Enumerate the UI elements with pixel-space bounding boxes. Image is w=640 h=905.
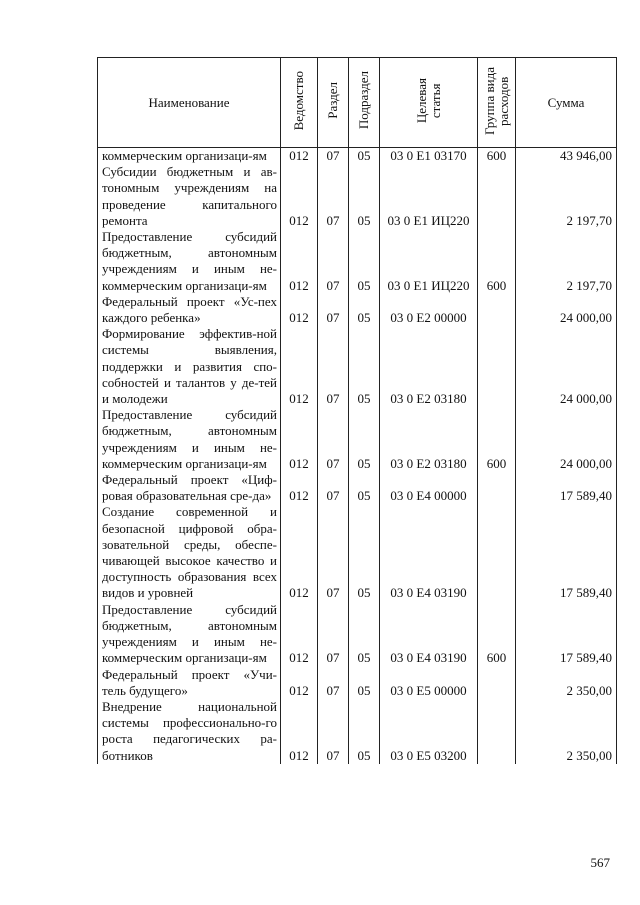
cell-department: 012	[281, 326, 318, 407]
cell-subsection: 05	[349, 602, 380, 667]
cell-target-item: 03 0 E1 03170	[380, 148, 478, 165]
cell-target-item: 03 0 E2 03180	[380, 326, 478, 407]
cell-expense-group	[478, 667, 516, 699]
budget-table	[97, 57, 617, 764]
cell-subsection: 05	[349, 164, 380, 229]
cell-subsection: 05	[349, 667, 380, 699]
cell-amount: 17 589,40	[516, 602, 617, 667]
cell-expense-group	[478, 326, 516, 407]
cell-subsection: 05	[349, 407, 380, 472]
cell-amount: 43 946,00	[516, 148, 617, 165]
cell-name: Формирование эффектив-ной системы выявления, поддержки и развития спо-собностей и талантов у де-тей и молодежи	[98, 326, 281, 407]
cell-amount: 2 350,00	[516, 699, 617, 764]
cell-section: 07	[318, 472, 349, 504]
cell-amount: 17 589,40	[516, 504, 617, 601]
cell-subsection: 05	[349, 148, 380, 165]
cell-subsection: 05	[349, 472, 380, 504]
cell-subsection: 05	[349, 326, 380, 407]
cell-amount: 2 197,70	[516, 229, 617, 294]
table-row	[98, 326, 617, 407]
table-row	[98, 504, 617, 601]
cell-department: 012	[281, 148, 318, 165]
table-header-row	[98, 58, 617, 148]
cell-department: 012	[281, 164, 318, 229]
cell-subsection: 05	[349, 699, 380, 764]
table-row	[98, 667, 617, 699]
cell-amount: 24 000,00	[516, 294, 617, 326]
cell-subsection: 05	[349, 504, 380, 601]
table-row	[98, 294, 617, 326]
cell-target-item: 03 0 E4 00000	[380, 472, 478, 504]
cell-target-item: 03 0 E2 00000	[380, 294, 478, 326]
cell-target-item: 03 0 E5 03200	[380, 699, 478, 764]
table-row	[98, 602, 617, 667]
cell-section: 07	[318, 504, 349, 601]
cell-expense-group: 600	[478, 407, 516, 472]
cell-name: Федеральный проект «Ус-пех каждого ребенка»	[98, 294, 281, 326]
page-number: 567	[590, 855, 610, 870]
cell-target-item: 03 0 E4 03190	[380, 504, 478, 601]
cell-department: 012	[281, 699, 318, 764]
cell-department: 012	[281, 407, 318, 472]
cell-section: 07	[318, 326, 349, 407]
cell-subsection: 05	[349, 229, 380, 294]
header-amount: Сумма	[516, 58, 617, 148]
cell-target-item: 03 0 E2 03180	[380, 407, 478, 472]
cell-section: 07	[318, 148, 349, 165]
table-row	[98, 229, 617, 294]
cell-department: 012	[281, 229, 318, 294]
header-target-item: Целевая статья	[380, 58, 478, 148]
cell-department: 012	[281, 504, 318, 601]
cell-expense-group: 600	[478, 148, 516, 165]
header-section: Раздел	[318, 58, 349, 148]
cell-department: 012	[281, 602, 318, 667]
cell-subsection: 05	[349, 294, 380, 326]
cell-name: коммерческим организаци-ям	[98, 148, 281, 165]
table-row	[98, 699, 617, 764]
cell-section: 07	[318, 699, 349, 764]
cell-department: 012	[281, 667, 318, 699]
cell-name: Создание современной и безопасной цифровой обра-зовательной среды, обеспе-чивающей высокое качество и доступность образования всех видов и уровней	[98, 504, 281, 601]
cell-section: 07	[318, 294, 349, 326]
cell-expense-group	[478, 294, 516, 326]
cell-name: Предоставление субсидий бюджетным, автономным учреждениям и иным не-коммерческим организаци-ям	[98, 407, 281, 472]
cell-section: 07	[318, 164, 349, 229]
cell-department: 012	[281, 472, 318, 504]
cell-name: Предоставление субсидий бюджетным, автономным учреждениям и иным не-коммерческим организаци-ям	[98, 602, 281, 667]
cell-name: Внедрение национальной системы профессионально-го роста педагогических ра-ботников	[98, 699, 281, 764]
table-row	[98, 472, 617, 504]
cell-amount: 24 000,00	[516, 407, 617, 472]
table-row	[98, 164, 617, 229]
header-expense-group: Группа вида расходов	[478, 58, 516, 148]
cell-target-item: 03 0 E4 03190	[380, 602, 478, 667]
cell-name: Федеральный проект «Циф-ровая образовательная сре-да»	[98, 472, 281, 504]
cell-section: 07	[318, 407, 349, 472]
header-name: Наименование	[98, 58, 281, 148]
cell-section: 07	[318, 602, 349, 667]
cell-target-item: 03 0 E1 ИЦ220	[380, 229, 478, 294]
table-row	[98, 407, 617, 472]
cell-target-item: 03 0 E1 ИЦ220	[380, 164, 478, 229]
cell-section: 07	[318, 667, 349, 699]
cell-amount: 2 350,00	[516, 667, 617, 699]
cell-expense-group	[478, 472, 516, 504]
cell-name: Федеральный проект «Учи-тель будущего»	[98, 667, 281, 699]
cell-name: Предоставление субсидий бюджетным, автономным учреждениям и иным не-коммерческим организаци-ям	[98, 229, 281, 294]
cell-amount: 17 589,40	[516, 472, 617, 504]
header-department: Ведомство	[281, 58, 318, 148]
cell-department: 012	[281, 294, 318, 326]
table-row	[98, 148, 617, 165]
table-body	[98, 148, 617, 764]
cell-section: 07	[318, 229, 349, 294]
cell-name: Субсидии бюджетным и ав-тономным учреждениям на проведение капитального ремонта	[98, 164, 281, 229]
cell-amount: 2 197,70	[516, 164, 617, 229]
cell-expense-group: 600	[478, 602, 516, 667]
header-subsection: Подраздел	[349, 58, 380, 148]
cell-target-item: 03 0 E5 00000	[380, 667, 478, 699]
cell-expense-group: 600	[478, 229, 516, 294]
cell-expense-group	[478, 699, 516, 764]
cell-expense-group	[478, 164, 516, 229]
cell-expense-group	[478, 504, 516, 601]
cell-amount: 24 000,00	[516, 326, 617, 407]
